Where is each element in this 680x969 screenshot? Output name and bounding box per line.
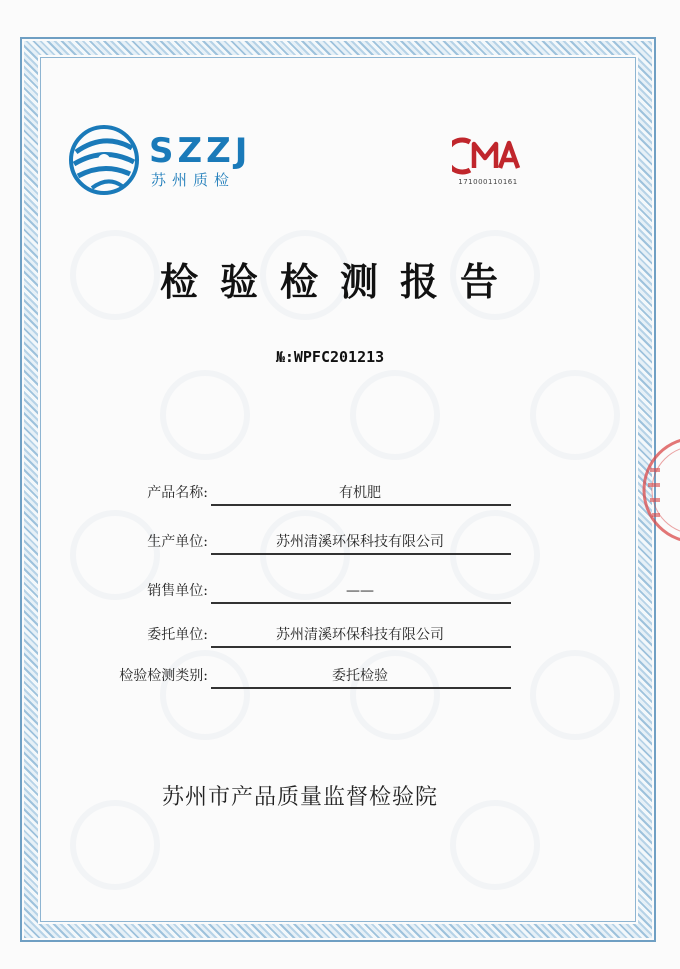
field-underline (211, 553, 511, 555)
field-label: 生产单位: (147, 534, 208, 550)
watermark-ring (350, 370, 440, 460)
field-underline (211, 504, 511, 506)
field-label: 检验检测类别: (119, 668, 208, 684)
red-stamp-icon (636, 430, 680, 550)
issuing-institute: 苏州市产品质量监督检验院 (161, 785, 438, 810)
field-label: 委托单位: (147, 627, 208, 643)
watermark-ring (160, 650, 250, 740)
cma-seal-icon (452, 134, 524, 176)
report-title: 检验检测报告 (159, 260, 520, 304)
szzj-logo (68, 124, 268, 196)
field-value: 委托检验 (332, 668, 388, 684)
watermark-ring (530, 650, 620, 740)
field-client (80, 624, 520, 648)
logo-subtitle: 苏州质检 (151, 171, 236, 189)
field-inspection-type (80, 665, 520, 689)
globe-logo-icon (68, 124, 140, 196)
field-label: 销售单位: (147, 583, 208, 599)
field-underline (211, 646, 511, 648)
cma-mark (452, 134, 524, 194)
field-product-name (80, 482, 520, 506)
watermark-ring (530, 370, 620, 460)
watermark-ring (160, 370, 250, 460)
watermark-ring (350, 650, 440, 740)
field-label: 产品名称: (147, 485, 208, 501)
field-value: 苏州清溪环保科技有限公司 (276, 627, 444, 643)
field-manufacturer (80, 531, 520, 555)
report-number: №:WPFC201213 (275, 348, 385, 366)
field-value: —— (346, 583, 374, 599)
watermark-ring (70, 800, 160, 890)
cma-code: 171000110161 (458, 178, 518, 186)
field-value: 有机肥 (339, 485, 381, 501)
field-seller (80, 580, 520, 604)
logo-brand-text: SZZJ (149, 131, 252, 171)
watermark-ring (450, 800, 540, 890)
field-value: 苏州清溪环保科技有限公司 (276, 534, 444, 550)
field-underline (211, 687, 511, 689)
field-underline (211, 602, 511, 604)
